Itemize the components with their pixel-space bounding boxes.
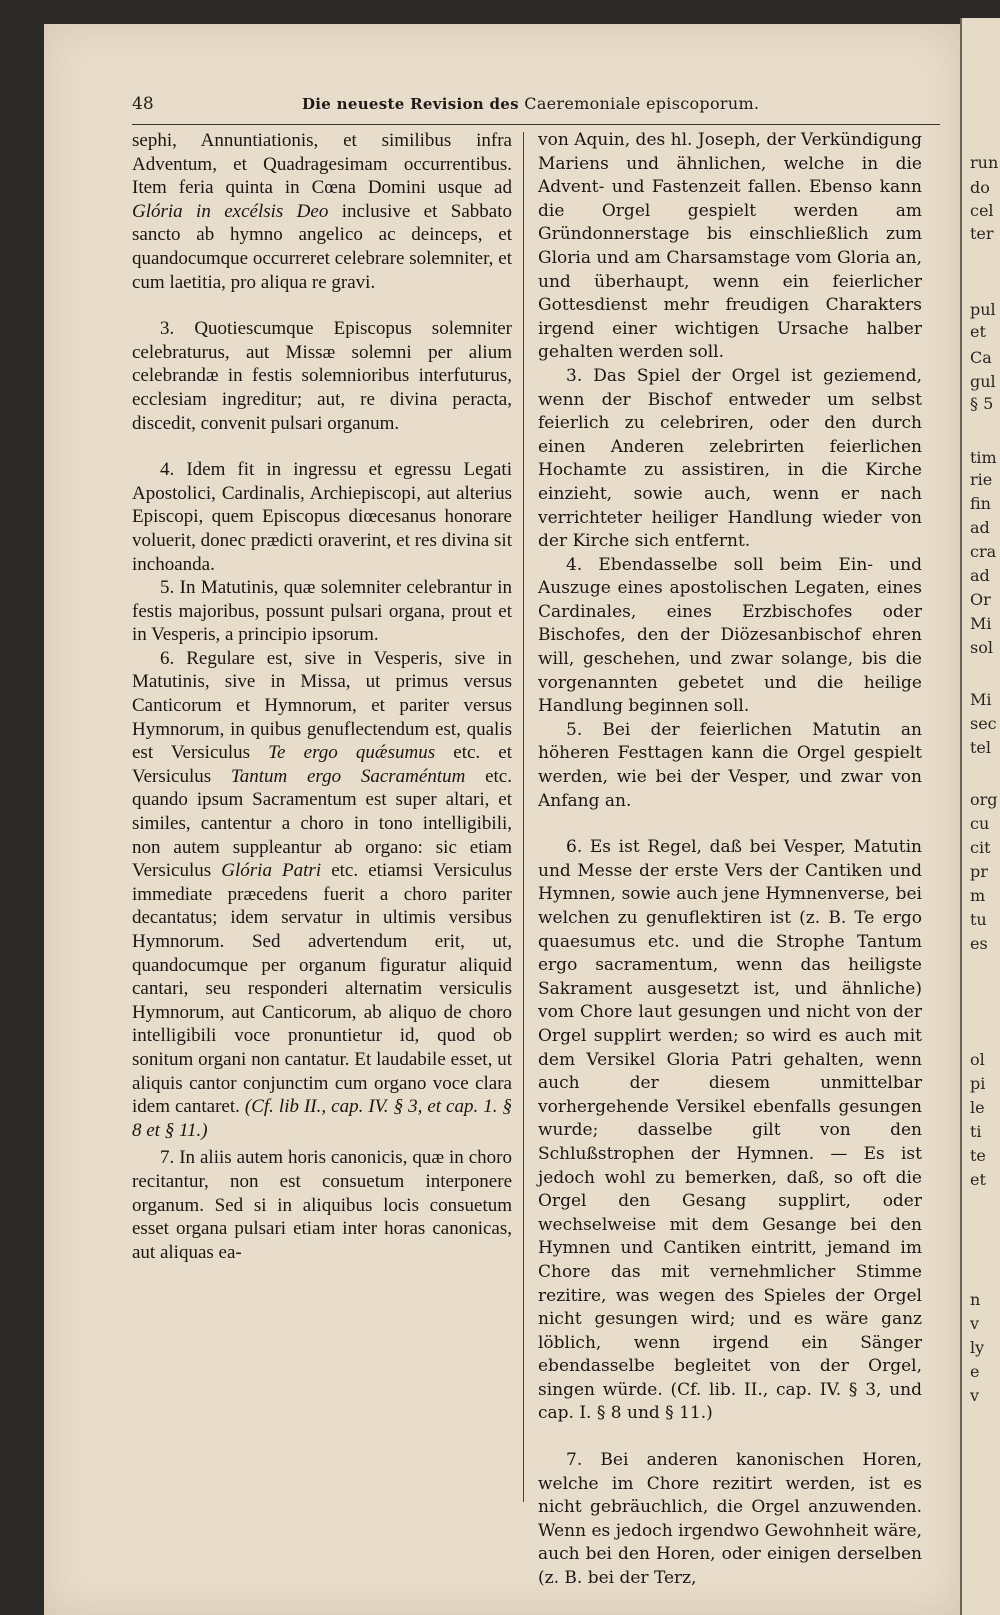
latin-p6-c: etc. quando ipsum Sacramentum est super altari, et similes, cantentur a choro in tono intelligibili, non autem suppleantur ab organo: sic etiam Versiculus [132, 765, 512, 882]
german-column [538, 129, 922, 1591]
facing-fragment: m [970, 886, 986, 905]
german-paragraph-6: 6. Es ist Regel, daß bei Vesper, Matutin und Messe der erste Vers der Cantiken und Hymnen, sowie auch jene Hymnenverse, bei welchen zu genuflektiren ist (z. B. Te ergo quaesumus etc. und die Strophe Tantum ergo sacramentum, wenn das heiligste Sakrament ausgesetzt ist, und ähnliche) vom Chore laut gesungen und nicht von der Orgel supplirt werden; so wird es auch mit dem Versikel Gloria Patri gehalten, wenn auch der diesem unmittelbar vorhergehende Versikel ebenfalls gesungen wurde; dasselbe gilt von den Schlußstrophen der Hymnen. — Es ist jedoch wohl zu bemerken, daß, so oft die Orgel den Gesang supplirt, oder wechselweise mit dem Gesange bei den Hymnen und Cantiken eintritt, jemand im Chore das mit vernehmlicher Stimme rezitire, was wegen des Spieles der Orgel nicht gesungen wird; und es wäre ganz löblich, wenn irgend ein Sänger ebendasselbe begleitet von der Orgel, singen würde. (Cf. lib. II., cap. IV. § 3, und cap. I. § 8 und § 11.) [538, 837, 922, 1424]
latin-column [132, 129, 512, 1264]
latin-p6-italic-4: (Cf. lib II., cap. IV. § 3, et cap. 1. § 8 et § 11.) [132, 1096, 512, 1141]
facing-fragment: sol [970, 638, 993, 657]
latin-p1-italic: Glória in excélsis Deo [132, 200, 329, 222]
facing-fragment: n [970, 1290, 981, 1309]
facing-page-edge [960, 18, 1000, 1615]
latin-paragraph-5: 5. In Matutinis, quæ solemniter celebrantur in festis majoribus, possunt pulsari organa, prout et in Vesperis, a principio ipsorum. [132, 577, 512, 646]
facing-fragment: cu [970, 814, 990, 833]
facing-fragment: ti [970, 1122, 982, 1141]
facing-fragment: v [970, 1386, 980, 1405]
facing-fragment: tel [970, 738, 992, 757]
header-rule [132, 124, 940, 125]
facing-fragment: sec [970, 714, 997, 733]
latin-paragraph-4: 4. Idem fit in ingressu et egressu Legati Apostolici, Cardinalis, Archiepiscopi, aut alterius Episcopi, quem Episcopus diœcesanus honorare voluerit, donec prædicti oraverint, et res divina sit inchoanda. [132, 459, 512, 575]
german-paragraph-3: 3. Das Spiel der Orgel ist geziemend, wenn der Bischof entweder um selbst feierlich zu celebriren, oder den durch einen Anderen zelebrirten feierlichen Hochamte zu assistiren, in die Kirche einzieht, sowie auch, wenn er nach verrichteter heiliger Handlung wieder von der Kirche sich entfernt. [538, 365, 922, 552]
latin-paragraph-6 [132, 647, 512, 1142]
latin-p6-italic-2: Tantum ergo Sacraméntum [230, 765, 466, 787]
facing-fragment: gul [970, 372, 996, 391]
facing-fragment: cel [970, 201, 994, 220]
latin-p6-a: 6. Regulare est, sive in Vesperis, sive in Matutinis, sive in Missa, ut primus versus Canticorum et Hymnorum, et pariter versus Hymnorum, in quibus genuflectendum est, qualis est Versiculus [132, 647, 512, 764]
facing-fragment: Mi [970, 690, 992, 709]
facing-fragment: te [970, 1146, 986, 1165]
german-paragraph-1: von Aquin, des hl. Joseph, der Verkündigung Mariens und ähnlichen, welche in die Advent- und Fastenzeit fallen. Ebenso kann die Orgel gespielt werden am Gründonnerstage bis einschließlich zum Gloria und am Charsamstage vom Gloria an, und überhaupt, wenn ein feierlicher Gottesdienst mehr freudigen Charakters irgend einer wichtigen Ursache halber gehalten werden soll. [538, 130, 922, 363]
facing-fragment: le [970, 1098, 985, 1117]
latin-paragraph-3: 3. Quotiescumque Episcopus solemniter celebraturus, aut Missæ solemni per alium celebrandæ in festis solemnioribus interfuturus, ecclesiam ingreditur; aut, re divina peracta, discedit, convenit pulsari organum. [132, 318, 512, 434]
page-header [132, 94, 942, 120]
facing-fragment: e [970, 1362, 980, 1381]
column-divider [523, 132, 524, 1502]
page-number: 48 [132, 94, 154, 114]
facing-fragment: Ca [970, 348, 992, 367]
facing-fragment: Mi [970, 614, 992, 633]
facing-fragment: do [970, 178, 990, 197]
latin-p6-italic-3: Glória Patri [221, 860, 322, 882]
facing-fragment: v [970, 1314, 980, 1333]
facing-fragment: pul [970, 300, 996, 319]
german-paragraph-5: 5. Bei der feierlichen Matutin an höheren Festtagen kann die Orgel gespielt werden, wie bei der Vesper, und zwar von Anfang an. [538, 719, 922, 811]
latin-p6-d: etc. etiamsi Versiculus immediate præcedens fuerit a choro pariter decantatus; idem servatur in ultimis versibus Hymnorum. Sed advertendum erit, ut, quandocumque per organum figuratur aliquid cantari, seu responderi alternatim versiculis Hymnorum, aut Canticorum, ab aliquo de choro intelligibili voce pronuntietur id, quod ob sonitum organi non cantatur. Et laudabile esset, ut aliquis cantor conjunctim cum organo voce clara idem cantaret. [132, 860, 513, 1118]
facing-fragment: tim [970, 448, 997, 467]
facing-fragment: rie [970, 470, 993, 489]
facing-fragment: es [970, 934, 988, 953]
running-head [302, 94, 759, 113]
running-head-gothic: Die neueste Revision des [302, 95, 519, 113]
latin-paragraph-1 [132, 129, 512, 294]
latin-p6-b: etc. et Versiculus [132, 742, 513, 787]
facing-fragment: ol [970, 1050, 985, 1069]
facing-fragment: pr [970, 862, 988, 881]
facing-fragment: tu [970, 910, 987, 929]
facing-fragment: pi [970, 1074, 986, 1093]
facing-fragment: cit [970, 838, 991, 857]
german-paragraph-7: 7. Bei anderen kanonischen Horen, welche im Chore rezitirt werden, ist es nicht gebräuchlich, die Orgel anzuwenden. Wenn es jedoch irgendwo Gewohnheit wäre, auch bei den Horen, oder einigen derselben (z. B. bei der Terz, [538, 1450, 922, 1589]
facing-fragment: et [970, 1170, 986, 1189]
facing-fragment: cra [970, 542, 997, 561]
latin-p6-italic-1: Te ergo quǽsumus [268, 742, 436, 764]
facing-fragment: ter [970, 224, 994, 243]
facing-fragment: Or [970, 590, 991, 609]
facing-fragment: fin [970, 494, 991, 513]
latin-p1-tail: inclusive et Sabbato sancto ab hymno angelico ac deinceps, et quandocumque occurreret celebrare solemniter, et cum laetitia, pro aliqua re gravi. [132, 200, 512, 293]
facing-fragment: org [970, 790, 998, 809]
facing-fragment: ly [970, 1338, 985, 1357]
facing-fragment: ad [970, 566, 990, 585]
facing-fragment: et [970, 322, 986, 341]
latin-paragraph-7: 7. In aliis autem horis canonicis, quæ in choro recitantur, non est consuetum interponere organum. Sed si in aliquibus locis consuetum esset organa pulsari etiam inter horas canonicas, aut aliquas ea- [132, 1147, 512, 1263]
facing-fragment: run [970, 153, 999, 172]
facing-fragment: ad [970, 518, 990, 537]
german-paragraph-4: 4. Ebendasselbe soll beim Ein- und Auszuge eines apostolischen Legaten, eines Cardinales, eines Erzbischofes oder Bischofes, den der Diözesanbischof ehren will, geschehen, und zwar solange, bis die vorgenannten gebetet und die heilige Handlung beginnen soll. [538, 554, 922, 717]
latin-p1-text: sephi, Annuntiationis, et similibus infra Adventum, et Quadragesimam occurrentibus. Item feria quinta in Cœna Domini usque ad [132, 130, 512, 199]
facing-fragment: § 5 [970, 394, 994, 413]
running-head-latin: Caeremoniale episcoporum. [524, 94, 760, 113]
